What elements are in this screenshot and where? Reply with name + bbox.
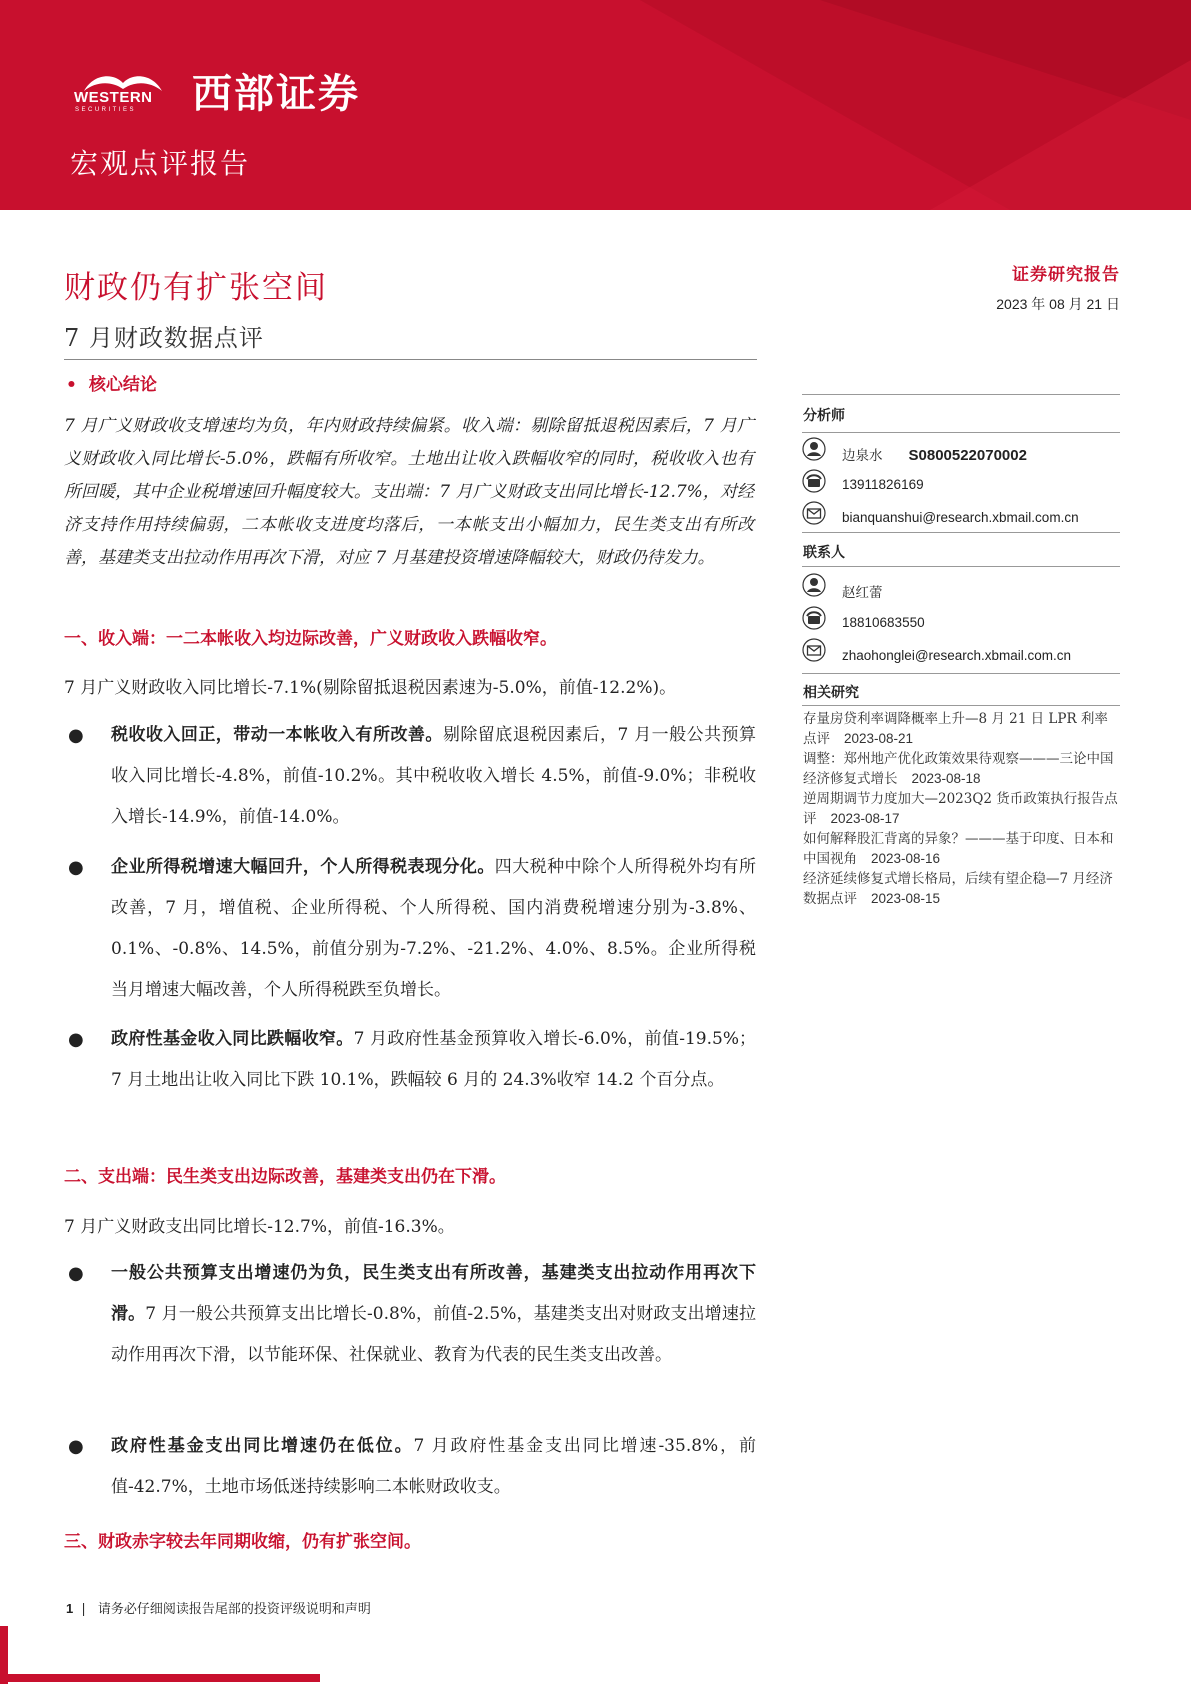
report-subtitle: 7 月财政数据点评 xyxy=(64,324,264,352)
report-category: 宏观点评报告 xyxy=(70,147,251,180)
bullet-lead: 税收收入回正，带动一本帐收入有所改善。 xyxy=(111,725,443,745)
list-item xyxy=(64,1426,756,1508)
analyst-label: 分析师 xyxy=(803,408,845,424)
sidebar-divider xyxy=(802,394,1120,395)
logo-english: WESTERN xyxy=(74,88,153,106)
contact-label: 联系人 xyxy=(803,545,845,561)
related-date: 2023-08-16 xyxy=(871,851,941,866)
footer-notice: 请务必仔细阅读报告尾部的投资评级说明和声明 xyxy=(97,1602,371,1617)
analyst-name-text: 边泉水 xyxy=(842,448,883,464)
bullet-text: 7 月政府性基金支出同比增速-35.8%，前值-42.7%，土地市场低迷持续影响二本帐财政收支。 xyxy=(111,1436,757,1497)
bullet-text: 剔除留底退税因素后，7 月一般公共预算收入同比增长-4.8%，前值-10.2%。其中税收收入增长 4.5%，前值-9.0%；非税收入增长-14.9%，前值-14.0%。 xyxy=(111,725,756,827)
bullet-text: 7 月政府性基金预算收入增长-6.0%，前值-19.5%；7 月土地出让收入同比下跌 10.1%，跌幅较 6 月的 24.3%收窄 14.2 个百分点。 xyxy=(111,1029,756,1090)
core-heading xyxy=(66,370,157,395)
core-label: 核心结论 xyxy=(88,375,157,395)
bullet-lead: 政府性基金收入同比跌幅收窄。 xyxy=(111,1029,354,1049)
list-item xyxy=(64,715,756,838)
sidebar-divider xyxy=(802,432,1120,433)
header-banner xyxy=(0,0,1191,210)
related-title[interactable]: 如何解释股汇背离的异象？———基于印度、日本和中国视角 xyxy=(803,831,1114,867)
sidebar-divider xyxy=(802,673,1120,674)
section-2-heading: 二、支出端：民生类支出边际改善，基建类支出仍在下滑。 xyxy=(64,1167,506,1187)
core-summary: 7 月广义财政收支增速均为负，年内财政持续偏紧。收入端：剔除留抵退税因素后，7 月广义财政收入同比增长-5.0%，跌幅有所收窄。土地出让收入跌幅收窄的同时，税收收入也有所回暖，其中企业税增速回升幅度较大。支出端：7 月广义财政支出同比增长-12.7%，对经济支持作用持续偏弱，二本帐收支进度均落后，一本帐支出小幅加力，民生类支出有所改善，基建类支出拉动作用再次下滑，对应 7 月基建投资增速降幅较大，财政仍待发力。 xyxy=(64,416,754,568)
bullet-dot-icon: ● xyxy=(68,1029,84,1050)
bullet-text: 7 月一般公共预算支出比增长-0.8%，前值-2.5%，基建类支出对财政支出增速拉动作用再次下滑，以节能环保、社保就业、教育为代表的民生类支出改善。 xyxy=(111,1304,757,1365)
analyst-name xyxy=(842,444,1027,464)
contact-name: 赵红蕾 xyxy=(842,585,883,601)
bullet-dot-icon: • xyxy=(66,375,77,395)
logo-mark xyxy=(74,69,172,113)
list-item xyxy=(64,1019,756,1101)
list-item[interactable] xyxy=(803,789,1121,829)
list-item[interactable] xyxy=(803,749,1121,789)
email-icon xyxy=(802,638,826,662)
section-3-heading: 三、财政赤字较去年同期收缩，仍有扩张空间。 xyxy=(64,1532,421,1552)
related-title[interactable]: 经济延续修复式增长格局，后续有望企稳—7 月经济数据点评 xyxy=(803,871,1113,907)
list-item[interactable] xyxy=(803,829,1121,869)
related-date: 2023-08-17 xyxy=(830,811,900,826)
logo-subtitle: SECURITIES xyxy=(75,106,137,113)
email-icon xyxy=(802,501,826,525)
corner-accent xyxy=(0,1674,320,1682)
logo-chinese: 西部证券 xyxy=(192,71,360,117)
related-research-list xyxy=(803,709,1121,909)
bullet-lead: 企业所得税增速大幅回升，个人所得税表现分化。 xyxy=(111,857,495,877)
list-item xyxy=(64,847,756,1011)
contact-email[interactable]: zhaohonglei@research.xbmail.com.cn xyxy=(842,648,1072,663)
section-2-paragraph: 7 月广义财政支出同比增长-12.7%，前值-16.3%。 xyxy=(64,1217,455,1237)
title-divider xyxy=(64,359,757,360)
bullet-dot-icon: ● xyxy=(68,1263,84,1284)
sidebar-divider xyxy=(802,532,1120,533)
page-footer xyxy=(66,1598,371,1617)
related-title[interactable]: 调整：郑州地产优化政策效果待观察———三论中国经济修复式增长 xyxy=(803,751,1114,787)
related-date: 2023-08-21 xyxy=(844,731,914,746)
bullet-dot-icon: ● xyxy=(68,857,84,878)
bullet-dot-icon: ● xyxy=(68,725,84,746)
list-item xyxy=(64,1253,756,1376)
section-1-paragraph: 7 月广义财政收入同比增长-7.1%(剔除留抵退税因素速为-5.0%，前值-12.2%)。 xyxy=(64,678,677,698)
section-1-heading: 一、收入端：一二本帐收入均边际改善，广义财政收入跌幅收窄。 xyxy=(64,629,557,649)
bullet-text: 四大税种中除个人所得税外均有所改善，7 月，增值税、企业所得税、个人所得税、国内消费税增速分别为-3.8%、0.1%、-0.8%、14.5%，前值分别为-7.2%、-21.2%、4.0%、8.5%。企业所得税当月增速大幅改善，个人所得税跌至负增长。 xyxy=(111,857,757,1000)
related-date: 2023-08-18 xyxy=(911,771,981,786)
report-title: 财政仍有扩张空间 xyxy=(64,270,328,306)
report-date: 2023 年 08 月 21 日 xyxy=(996,296,1120,312)
bullet-dot-icon: ● xyxy=(68,1436,84,1457)
bullet-lead: 政府性基金支出同比增速仍在低位。 xyxy=(111,1436,414,1456)
person-icon xyxy=(802,573,826,597)
analyst-phone: 13911826169 xyxy=(842,477,924,492)
phone-icon xyxy=(802,606,826,630)
bullet-lead: 一般公共预算支出增速仍为负，民生类支出有所改善，基建类支出拉动作用再次下滑。 xyxy=(111,1263,756,1324)
company-logo xyxy=(74,62,360,119)
sidebar-divider xyxy=(802,705,1120,706)
list-item[interactable] xyxy=(803,709,1121,749)
related-title[interactable]: 逆周期调节力度加大—2023Q2 货币政策执行报告点评 xyxy=(803,791,1118,827)
footer-separator: | xyxy=(81,1602,86,1617)
related-date: 2023-08-15 xyxy=(871,891,941,906)
contact-phone: 18810683550 xyxy=(842,615,925,630)
analyst-license: S0800522070002 xyxy=(908,447,1027,464)
phone-icon xyxy=(802,469,826,493)
related-label: 相关研究 xyxy=(803,685,859,701)
sidebar-divider xyxy=(802,566,1120,567)
person-icon xyxy=(802,437,826,461)
page-number: 1 xyxy=(66,1601,74,1616)
related-title[interactable]: 存量房贷利率调降概率上升—8 月 21 日 LPR 利率点评 xyxy=(803,711,1108,747)
doc-type: 证券研究报告 xyxy=(1012,265,1120,285)
analyst-email[interactable]: bianquanshui@research.xbmail.com.cn xyxy=(842,510,1079,525)
list-item[interactable] xyxy=(803,869,1121,909)
